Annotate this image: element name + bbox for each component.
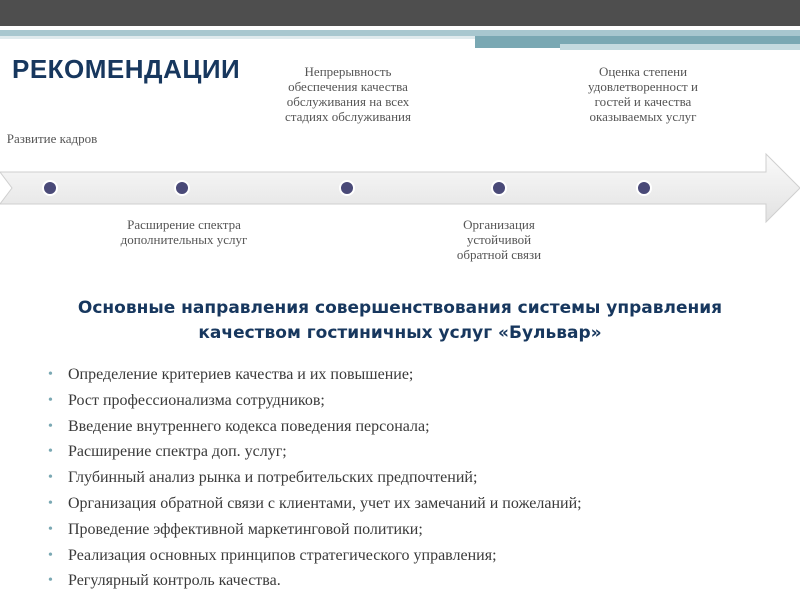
timeline-dot-feedback (491, 180, 507, 196)
bullet-icon: • (48, 573, 53, 589)
list-item-text: Расширение спектра доп. услуг; (68, 443, 287, 461)
list-item (48, 414, 582, 440)
timeline-label-continuity: Непрерывность обеспечения качества обслуживания на всех стадиях обслуживания (285, 64, 411, 124)
bullet-icon: • (48, 444, 53, 460)
timeline-arrow (0, 150, 800, 226)
timeline-dot-satisfaction (636, 180, 652, 196)
timeline-dot-continuity (339, 180, 355, 196)
list-item (48, 568, 582, 594)
list-item-text: Глубинный анализ рынка и потребительских предпочтений; (68, 469, 478, 487)
list-item (48, 388, 582, 414)
timeline-dot-staff (42, 180, 58, 196)
slide-title: РЕКОМЕНДАЦИИ (12, 54, 241, 84)
bullet-icon: • (48, 521, 53, 537)
timeline-label-feedback: Организация устойчивой обратной связи (456, 217, 542, 262)
list-item-text: Введение внутреннего кодекса поведения персонала; (68, 417, 430, 435)
recommendations-list (48, 362, 582, 594)
list-item-text: Регулярный контроль качества. (68, 572, 281, 590)
list-item (48, 491, 582, 517)
list-item (48, 517, 582, 543)
list-item (48, 362, 582, 388)
list-item (48, 543, 582, 569)
arrow-shape (0, 154, 800, 222)
bullet-icon: • (48, 367, 53, 382)
bullet-icon: • (48, 418, 53, 434)
top-bar (0, 0, 800, 26)
timeline-label-satisfaction: Оценка степени удовлетворенност и гостей и качества оказываемых услуг (588, 64, 698, 124)
timeline-dot-services (174, 180, 190, 196)
bullet-icon: • (48, 392, 53, 408)
bullet-icon: • (48, 470, 53, 486)
bullet-icon: • (48, 547, 53, 563)
list-item-text: Реализация основных принципов стратегического управления; (68, 546, 497, 564)
section-subtitle: Основные направления совершенствования системы управления качеством гостиничных услуг «Бульвар» (77, 298, 723, 343)
list-item-text: Рост профессионализма сотрудников; (68, 391, 325, 409)
accent-stripe-pale (560, 44, 800, 50)
timeline-label-staff: Развитие кадров (6, 131, 98, 146)
bullet-icon: • (48, 495, 53, 511)
list-item (48, 439, 582, 465)
list-item-text: Определение критериев качества и их повышение; (68, 366, 414, 383)
timeline-label-services: Расширение спектра дополнительных услуг (120, 217, 248, 247)
list-item-text: Организация обратной связи с клиентами, учет их замечаний и пожеланий; (68, 494, 582, 512)
list-item (48, 465, 582, 491)
list-item-text: Проведение эффективной маркетинговой политики; (68, 520, 423, 538)
